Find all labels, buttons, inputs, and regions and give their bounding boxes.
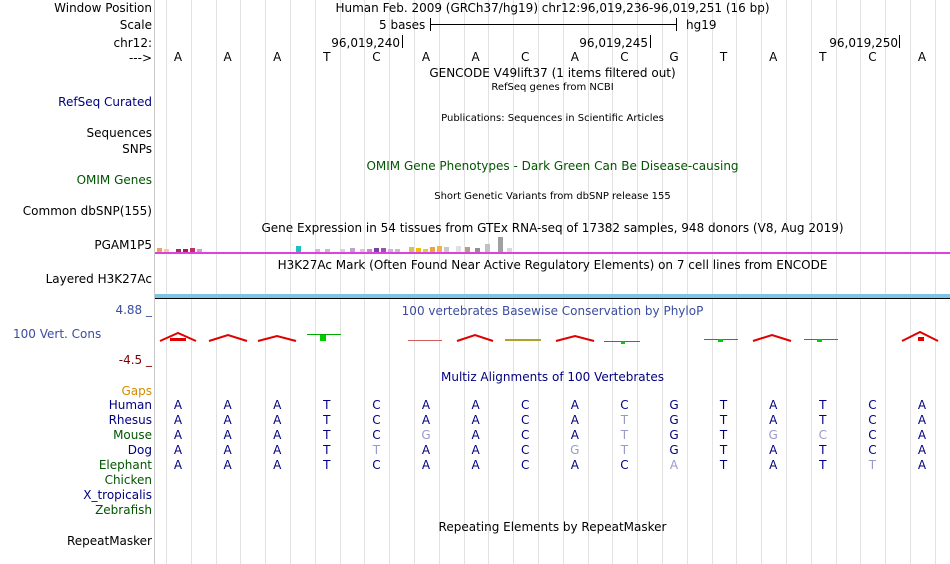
phylop-max-value: 4.88 _: [115, 303, 152, 317]
sequence-base: A: [173, 50, 183, 64]
alignment-base: C: [372, 428, 381, 442]
alignment-base: A: [471, 428, 480, 442]
alignment-base: G: [421, 428, 431, 442]
alignment-base: T: [323, 428, 331, 442]
alignment-base: A: [273, 398, 282, 412]
alignment-base: T: [719, 428, 728, 442]
alignment-base: C: [520, 443, 530, 457]
phylop-track-title[interactable]: 100 vertebrates Basewise Conservation by PhyloP: [401, 304, 704, 318]
sequence-base: T: [819, 50, 827, 64]
alignment-base: T: [819, 413, 827, 427]
alignment-base: A: [570, 428, 579, 442]
alignment-base: A: [669, 458, 679, 472]
chrom-label: chr12:: [113, 36, 152, 50]
alignment-base: A: [471, 458, 480, 472]
alignment-base: A: [421, 413, 431, 427]
sequence-base: C: [372, 50, 381, 64]
alignment-base: T: [323, 398, 331, 412]
coord-label: 96,019,245: [579, 36, 648, 50]
gtex-gene-label[interactable]: PGAM1P5: [94, 238, 152, 252]
alignment-base: C: [620, 458, 629, 472]
alignment-base: C: [868, 428, 877, 442]
alignment-base: T: [868, 458, 877, 472]
alignment-base: A: [223, 443, 232, 457]
alignment-base: A: [223, 398, 232, 412]
sequence-base: A: [421, 50, 431, 64]
alignment-base: A: [917, 398, 927, 412]
assembly-position-text: Human Feb. 2009 (GRCh37/hg19) chr12:96,019,236-96,019,251 (16 bp): [335, 1, 770, 15]
alignment-base: T: [819, 458, 827, 472]
alignment-base: A: [769, 398, 778, 412]
alignment-base: T: [323, 458, 331, 472]
alignment-base: A: [917, 443, 927, 457]
alignment-base: T: [372, 443, 381, 457]
alignment-base: A: [273, 413, 282, 427]
alignment-base: C: [372, 458, 381, 472]
snps-track-label[interactable]: SNPs: [122, 142, 152, 156]
species-label[interactable]: Elephant: [98, 458, 152, 472]
species-label[interactable]: Rhesus: [108, 413, 152, 427]
scale-db-text: hg19: [686, 18, 717, 32]
alignment-base: A: [173, 443, 183, 457]
alignment-base: G: [669, 398, 679, 412]
dbsnp-track-title[interactable]: Short Genetic Variants from dbSNP release 155: [434, 191, 671, 202]
alignment-base: G: [768, 428, 778, 442]
sequence-base: A: [223, 50, 232, 64]
sequence-base: A: [769, 50, 778, 64]
phylop-wiggle: [155, 330, 950, 346]
alignment-base: T: [323, 413, 331, 427]
alignment-base: T: [719, 443, 728, 457]
alignment-base: C: [868, 443, 877, 457]
alignment-base: T: [819, 443, 827, 457]
scale-bar-right-tick: [676, 18, 677, 31]
alignment-base: A: [273, 458, 282, 472]
alignment-base: T: [620, 413, 629, 427]
alignment-base: C: [520, 428, 530, 442]
alignment-base: A: [223, 458, 232, 472]
alignment-base: T: [819, 398, 827, 412]
alignment-base: C: [818, 428, 827, 442]
alignment-base: A: [471, 413, 480, 427]
alignment-base: A: [570, 458, 579, 472]
alignment-base: A: [917, 428, 927, 442]
alignment-base: A: [769, 413, 778, 427]
alignment-base: A: [173, 428, 183, 442]
alignment-base: T: [719, 413, 728, 427]
gtex-track-title[interactable]: Gene Expression in 54 tissues from GTEx RNA-seq of 17382 samples, 948 donors (V8, Aug 2019): [261, 221, 844, 235]
scale-label: Scale: [119, 18, 152, 32]
alignment-base: G: [669, 443, 679, 457]
omim-track-label[interactable]: OMIM Genes: [76, 173, 152, 187]
coord-tick: [650, 35, 651, 48]
sequence-base: A: [917, 50, 927, 64]
alignment-base: C: [868, 398, 877, 412]
alignment-base: C: [868, 413, 877, 427]
h3k27ac-track-title[interactable]: H3K27Ac Mark (Often Found Near Active Regulatory Elements) on 7 cell lines from ENCODE: [277, 258, 828, 272]
alignment-base: C: [372, 398, 381, 412]
alignment-base: C: [520, 398, 530, 412]
sequence-base: G: [669, 50, 679, 64]
window-position-label: Window Position: [54, 1, 152, 15]
alignment-base: G: [669, 413, 679, 427]
gtex-baseline: [155, 252, 950, 254]
sequence-base: C: [520, 50, 530, 64]
alignment-base: A: [917, 413, 927, 427]
coord-tick: [899, 35, 900, 48]
alignment-base: A: [173, 398, 183, 412]
sequence-base: C: [868, 50, 877, 64]
h3k27ac-track-label[interactable]: Layered H3K27Ac: [45, 272, 152, 286]
alignment-base: T: [620, 428, 629, 442]
species-label[interactable]: Zebrafish: [95, 503, 152, 517]
refseq-track-title[interactable]: RefSeq genes from NCBI: [491, 82, 614, 93]
gtex-expression-plot[interactable]: [155, 236, 950, 252]
alignment-base: A: [769, 443, 778, 457]
sequences-track-label[interactable]: Sequences: [86, 126, 152, 140]
sequence-base: C: [620, 50, 629, 64]
alignment-base: A: [173, 413, 183, 427]
alignment-base: A: [471, 443, 480, 457]
alignment-base: C: [520, 458, 530, 472]
sequence-base: T: [719, 50, 728, 64]
gtex-bars: [155, 236, 950, 252]
coord-tick: [402, 35, 403, 48]
strand-label: --->: [128, 51, 152, 65]
coord-label: 96,019,240: [331, 36, 400, 50]
alignment-base: C: [520, 413, 530, 427]
sequence-base: A: [273, 50, 282, 64]
alignment-base: A: [223, 413, 232, 427]
sequence-base: T: [323, 50, 331, 64]
alignment-base: A: [273, 443, 282, 457]
species-label[interactable]: Human: [108, 398, 152, 412]
sequence-base: A: [570, 50, 579, 64]
alignment-base: T: [719, 398, 728, 412]
phylop-track-label[interactable]: 100 Vert. Cons: [13, 327, 102, 341]
alignment-base: T: [620, 443, 629, 457]
alignment-base: A: [471, 398, 480, 412]
omim-track-title[interactable]: OMIM Gene Phenotypes - Dark Green Can Be Disease-causing: [366, 159, 739, 173]
phylop-min-value: -4.5 _: [118, 353, 152, 367]
h3k27ac-baseline: [155, 298, 950, 299]
alignment-base: G: [669, 428, 679, 442]
coord-label: 96,019,250: [829, 36, 898, 50]
refseq-track-label[interactable]: RefSeq Curated: [58, 95, 152, 109]
alignment-base: A: [421, 458, 431, 472]
alignment-base: T: [323, 443, 331, 457]
species-label[interactable]: Chicken: [104, 473, 152, 487]
alignment-base: A: [173, 458, 183, 472]
species-label[interactable]: Dog: [127, 443, 152, 457]
alignment-base: A: [570, 413, 579, 427]
alignment-base: A: [421, 443, 431, 457]
phylop-plot[interactable]: [155, 330, 950, 346]
gaps-track-label[interactable]: Gaps: [121, 384, 152, 398]
species-label[interactable]: X_tropicalis: [83, 488, 152, 502]
gencode-track-title[interactable]: GENCODE V49lift37 (1 items filtered out): [429, 66, 676, 80]
multiz-track-title[interactable]: Multiz Alignments of 100 Vertebrates: [440, 370, 665, 384]
scale-bar-line: [430, 24, 676, 25]
alignment-base: A: [769, 458, 778, 472]
alignment-base: A: [273, 428, 282, 442]
sequence-base: A: [471, 50, 480, 64]
repeatmasker-track-label[interactable]: RepeatMasker: [66, 534, 152, 548]
alignment-base: A: [421, 398, 431, 412]
alignment-base: T: [719, 458, 728, 472]
alignment-base: A: [917, 458, 927, 472]
dbsnp-track-label[interactable]: Common dbSNP(155): [22, 204, 152, 218]
alignment-base: A: [570, 398, 579, 412]
alignment-base: A: [223, 428, 232, 442]
alignment-base: C: [372, 413, 381, 427]
scale-bases-text: 5 bases: [379, 18, 426, 32]
publications-track-title[interactable]: Publications: Sequences in Scientific Articles: [441, 113, 664, 124]
alignment-base: C: [620, 398, 629, 412]
alignment-base: G: [570, 443, 580, 457]
repeatmasker-track-title[interactable]: Repeating Elements by RepeatMasker: [438, 520, 667, 534]
species-label[interactable]: Mouse: [113, 428, 152, 442]
